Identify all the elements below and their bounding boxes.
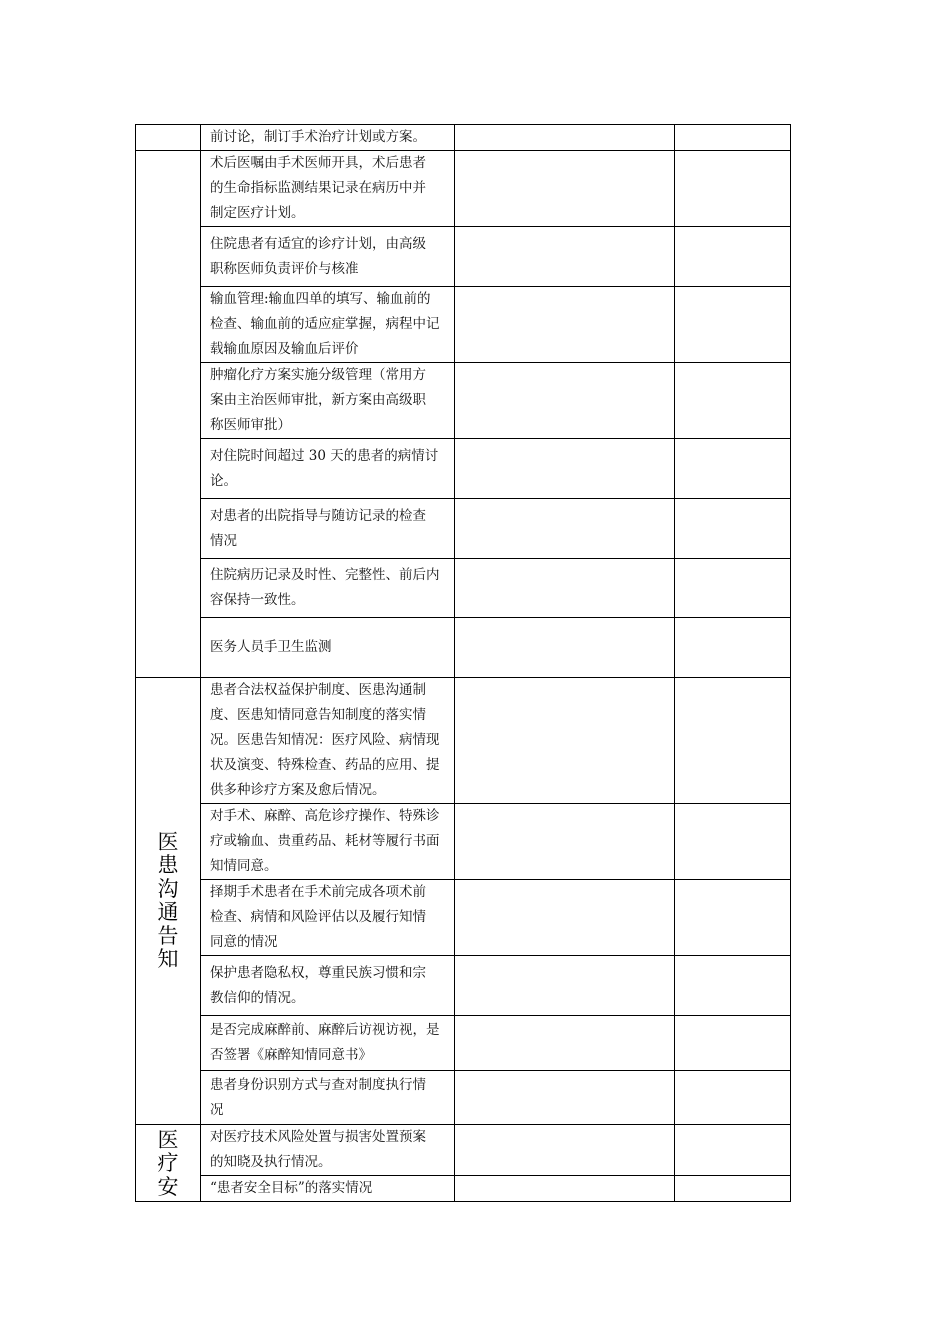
result-cell [455,227,675,287]
table-row [136,439,791,499]
check-item-text: 患者身份识别方式与查对制度执行情 况 [201,1071,455,1125]
table-row [136,363,791,439]
table-row [136,678,791,804]
table-row [136,499,791,559]
remark-cell [675,499,791,559]
check-item-text: 对住院时间超过 30 天的患者的病情讨 论。 [201,439,455,499]
table-row [136,1016,791,1071]
check-item-text: 患者合法权益保护制度、医患沟通制 度、医患知情同意告知制度的落实情 况。医患告知情况：医疗风险、病情现 状及演变、特殊检查、药品的应用、提 供多种诊疗方案及愈后情况。 [201,678,455,804]
check-item-text: 前讨论，制订手术治疗计划或方案。 [201,125,455,151]
remark-cell [675,804,791,880]
remark-cell [675,151,791,227]
check-item-text: 保护患者隐私权，尊重民族习惯和宗 教信仰的情况。 [201,956,455,1016]
result-cell [455,956,675,1016]
table-row [136,559,791,618]
check-item-text: 医务人员手卫生监测 [201,618,455,678]
remark-cell [675,559,791,618]
result-cell [455,1176,675,1202]
remark-cell [675,125,791,151]
check-item-text: 输血管理:输血四单的填写、输血前的 检查、输血前的适应症掌握，病程中记 载输血原因及输血后评价 [201,287,455,363]
table-row [136,1071,791,1125]
category-cell-empty [136,125,201,151]
table-row [136,956,791,1016]
result-cell [455,363,675,439]
result-cell [455,880,675,956]
remark-cell [675,956,791,1016]
remark-cell [675,287,791,363]
result-cell [455,618,675,678]
remark-cell [675,618,791,678]
inspection-table [135,124,791,1202]
table-row [136,151,791,227]
table-row [136,287,791,363]
table-row [136,804,791,880]
result-cell [455,559,675,618]
remark-cell [675,1016,791,1071]
result-cell [455,804,675,880]
remark-cell [675,363,791,439]
result-cell [455,499,675,559]
result-cell [455,1016,675,1071]
check-item-text: 住院病历记录及时性、完整性、前后内 容保持一致性。 [201,559,455,618]
table-row [136,125,791,151]
category-label: 医患沟通告知 [157,829,179,971]
check-item-text: 肿瘤化疗方案实施分级管理（常用方 案由主治医师审批，新方案由高级职 称医师审批） [201,363,455,439]
result-cell [455,287,675,363]
remark-cell [675,1125,791,1176]
category-cell [136,678,201,1125]
table-row [136,1176,791,1202]
remark-cell [675,678,791,804]
remark-cell [675,439,791,499]
check-item-text: 择期手术患者在手术前完成各项术前 检查、病情和风险评估以及履行知情 同意的情况 [201,880,455,956]
result-cell [455,1125,675,1176]
table-row [136,880,791,956]
remark-cell [675,880,791,956]
remark-cell [675,227,791,287]
category-label: 医疗安 [157,1127,179,1199]
check-item-text: 术后医嘱由手术医师开具，术后患者 的生命指标监测结果记录在病历中并 制定医疗计划。 [201,151,455,227]
check-item-text: 是否完成麻醉前、麻醉后访视访视，是 否签署《麻醉知情同意书》 [201,1016,455,1071]
result-cell [455,439,675,499]
category-cell [136,1125,201,1202]
result-cell [455,125,675,151]
check-item-text: 对医疗技术风险处置与损害处置预案 的知晓及执行情况。 [201,1125,455,1176]
check-item-text: 住院患者有适宜的诊疗计划，由高级 职称医师负责评价与核准 [201,227,455,287]
check-item-text: 对手术、麻醉、高危诊疗操作、特殊诊 疗或输血、贵重药品、耗材等履行书面 知情同意。 [201,804,455,880]
result-cell [455,1071,675,1125]
table-row [136,227,791,287]
remark-cell [675,1176,791,1202]
category-cell-empty [136,151,201,678]
check-item-text: 对患者的出院指导与随访记录的检查 情况 [201,499,455,559]
table-row [136,618,791,678]
check-item-text: “患者安全目标”的落实情况 [201,1176,455,1202]
result-cell [455,678,675,804]
remark-cell [675,1071,791,1125]
table-row [136,1125,791,1176]
result-cell [455,151,675,227]
